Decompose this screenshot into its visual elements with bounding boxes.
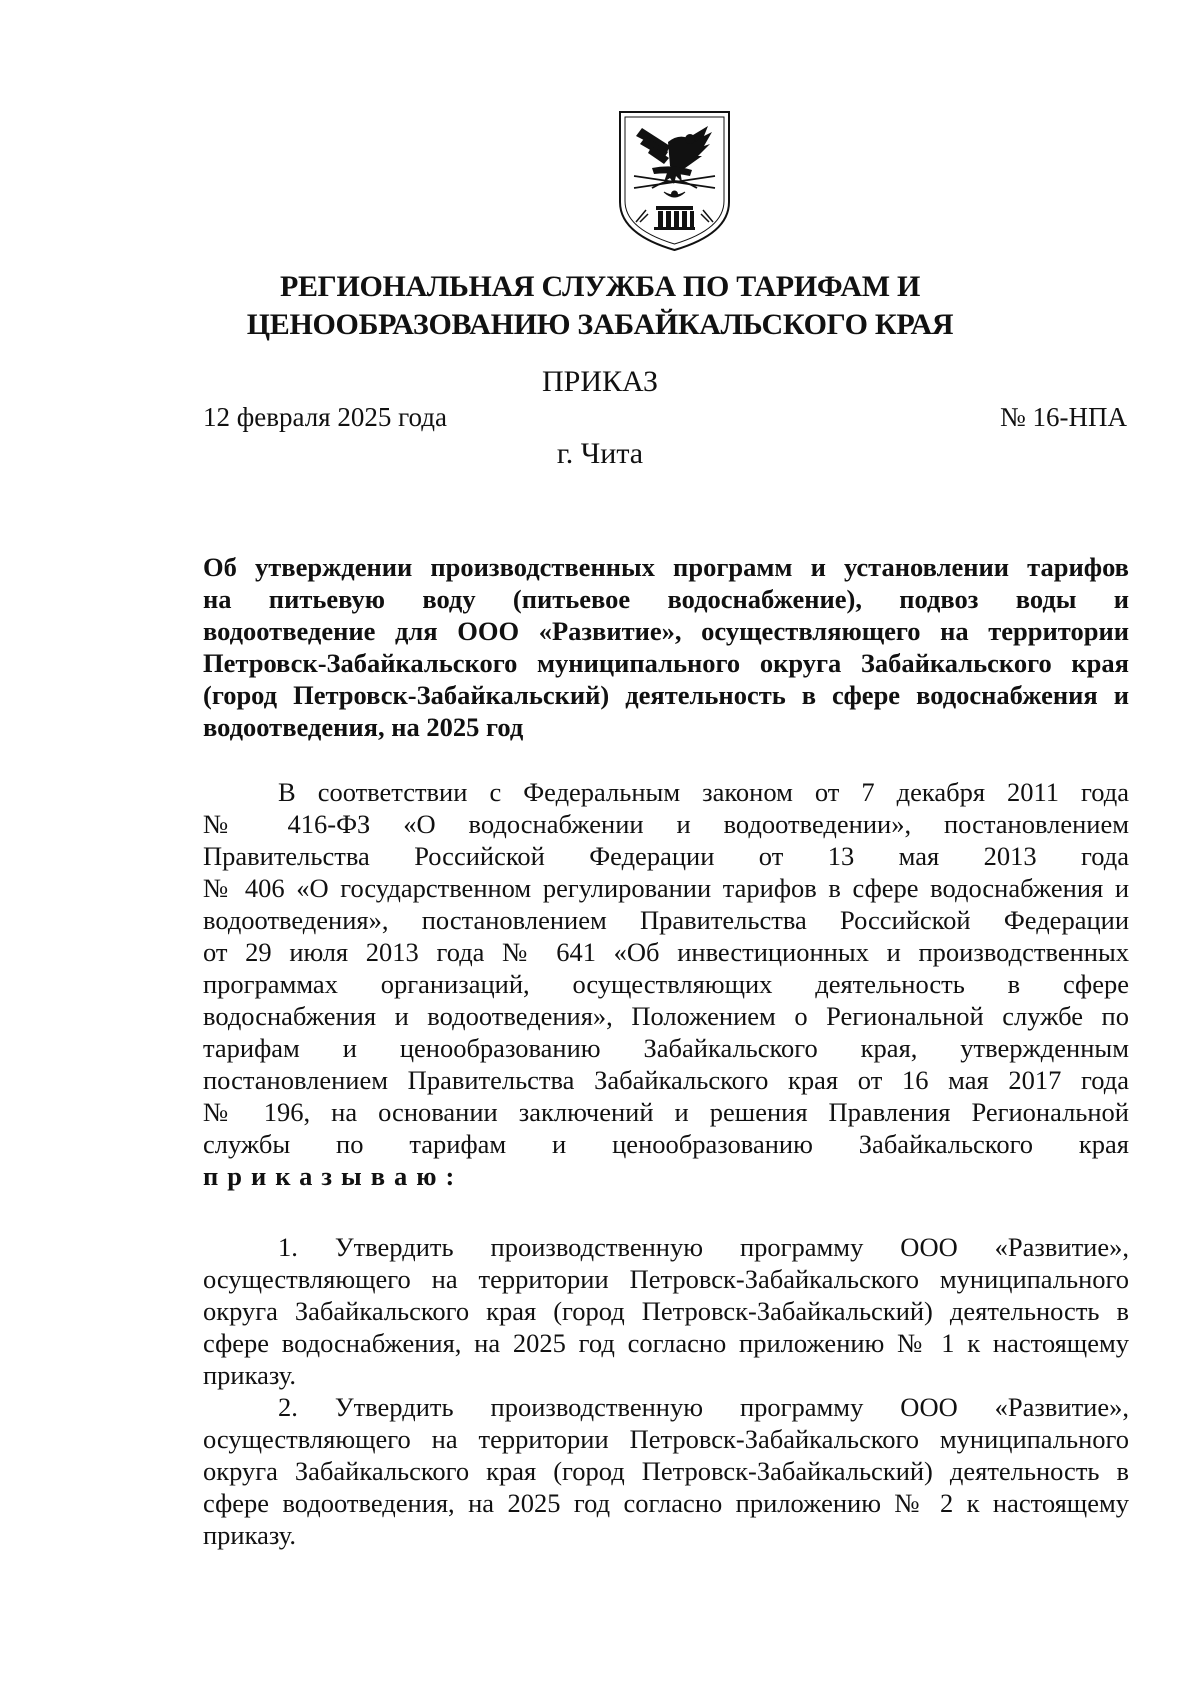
preamble-line: № 406 «О государственном регулировании тарифов в сфере водоснабжения и xyxy=(203,873,1129,903)
subject-line: водоотведение для ООО «Развитие», осуществляющего на территории xyxy=(203,616,1129,646)
document-subject xyxy=(203,551,1129,743)
item-line: округа Забайкальского края (город Петровск-Забайкальский) деятельность в xyxy=(203,1296,1129,1326)
item-line: осуществляющего на территории Петровск-Забайкальского муниципального xyxy=(203,1264,1129,1294)
preamble-line: водоснабжения и водоотведения», Положением о Региональной службе по xyxy=(203,1001,1129,1031)
item-line: приказу. xyxy=(203,1360,296,1390)
document-date: 12 февраля 2025 года xyxy=(203,402,447,432)
preamble-line: Правительства Российской Федерации от 13 мая 2013 года xyxy=(203,841,1129,871)
organization-name-line-1: РЕГИОНАЛЬНАЯ СЛУЖБА ПО ТАРИФАМ И xyxy=(279,270,921,303)
subject-line: (город Петровск-Забайкальский) деятельность в сфере водоснабжения и xyxy=(203,680,1129,710)
order-items xyxy=(203,1231,1129,1551)
item-line: 2. Утвердить производственную программу ООО «Развитие», xyxy=(278,1392,1129,1422)
preamble-line: тарифам и ценообразованию Забайкальского края, утвержденным xyxy=(203,1033,1129,1063)
document-city: г. Чита xyxy=(556,437,644,470)
item-line: 1. Утвердить производственную программу ООО «Развитие», xyxy=(278,1232,1129,1262)
preamble-line: водоотведения», постановлением Правительства Российской Федерации xyxy=(203,905,1129,935)
item-line: сфере водоснабжения, на 2025 год согласно приложению № 1 к настоящему xyxy=(203,1328,1129,1358)
crescent-and-fort xyxy=(654,191,695,230)
preamble-line: постановлением Правительства Забайкальского края от 16 мая 2017 года xyxy=(203,1065,1129,1095)
preamble-line: программах организаций, осуществляющих деятельность в сфере xyxy=(203,969,1129,999)
preamble-line: службы по тарифам и ценообразованию Забайкальского края xyxy=(203,1129,1129,1159)
preamble-line: № 416-ФЗ «О водоснабжении и водоотведении», постановлением xyxy=(203,809,1129,839)
subject-line: Об утверждении производственных программ и установлении тарифов xyxy=(203,552,1129,582)
item-line: округа Забайкальского края (город Петровск-Забайкальский) деятельность в xyxy=(203,1456,1129,1486)
subject-line: на питьевую воду (питьевое водоснабжение), подвоз воды и xyxy=(203,584,1129,614)
order-item-2 xyxy=(203,1391,1129,1551)
order-word: приказываю: xyxy=(203,1161,464,1191)
document-type: ПРИКАЗ xyxy=(542,365,658,398)
item-line: осуществляющего на территории Петровск-Забайкальского муниципального xyxy=(203,1424,1129,1454)
document-number: № 16-НПА xyxy=(1000,402,1127,432)
item-line: приказу. xyxy=(203,1520,296,1550)
preamble-line: № 196, на основании заключений и решения Правления Региональной xyxy=(203,1097,1129,1127)
preamble-line: В соответствии с Федеральным законом от 7 декабря 2011 года xyxy=(278,777,1129,807)
preamble-line: от 29 июля 2013 года № 641 «Об инвестиционных и производственных xyxy=(203,937,1129,967)
preamble-paragraph xyxy=(203,776,1129,1192)
item-line: сфере водоотведения, на 2025 год согласно приложению № 2 к настоящему xyxy=(203,1488,1129,1518)
coat-of-arms-emblem xyxy=(612,106,737,256)
subject-line: Петровск-Забайкальского муниципального округа Забайкальского края xyxy=(203,648,1129,678)
organization-name-line-2: ЦЕНООБРАЗОВАНИЮ ЗАБАЙКАЛЬСКОГО КРАЯ xyxy=(246,308,954,341)
subject-line: водоотведения, на 2025 год xyxy=(203,712,524,742)
eagle-figure xyxy=(636,126,712,184)
order-item-1 xyxy=(203,1231,1129,1391)
